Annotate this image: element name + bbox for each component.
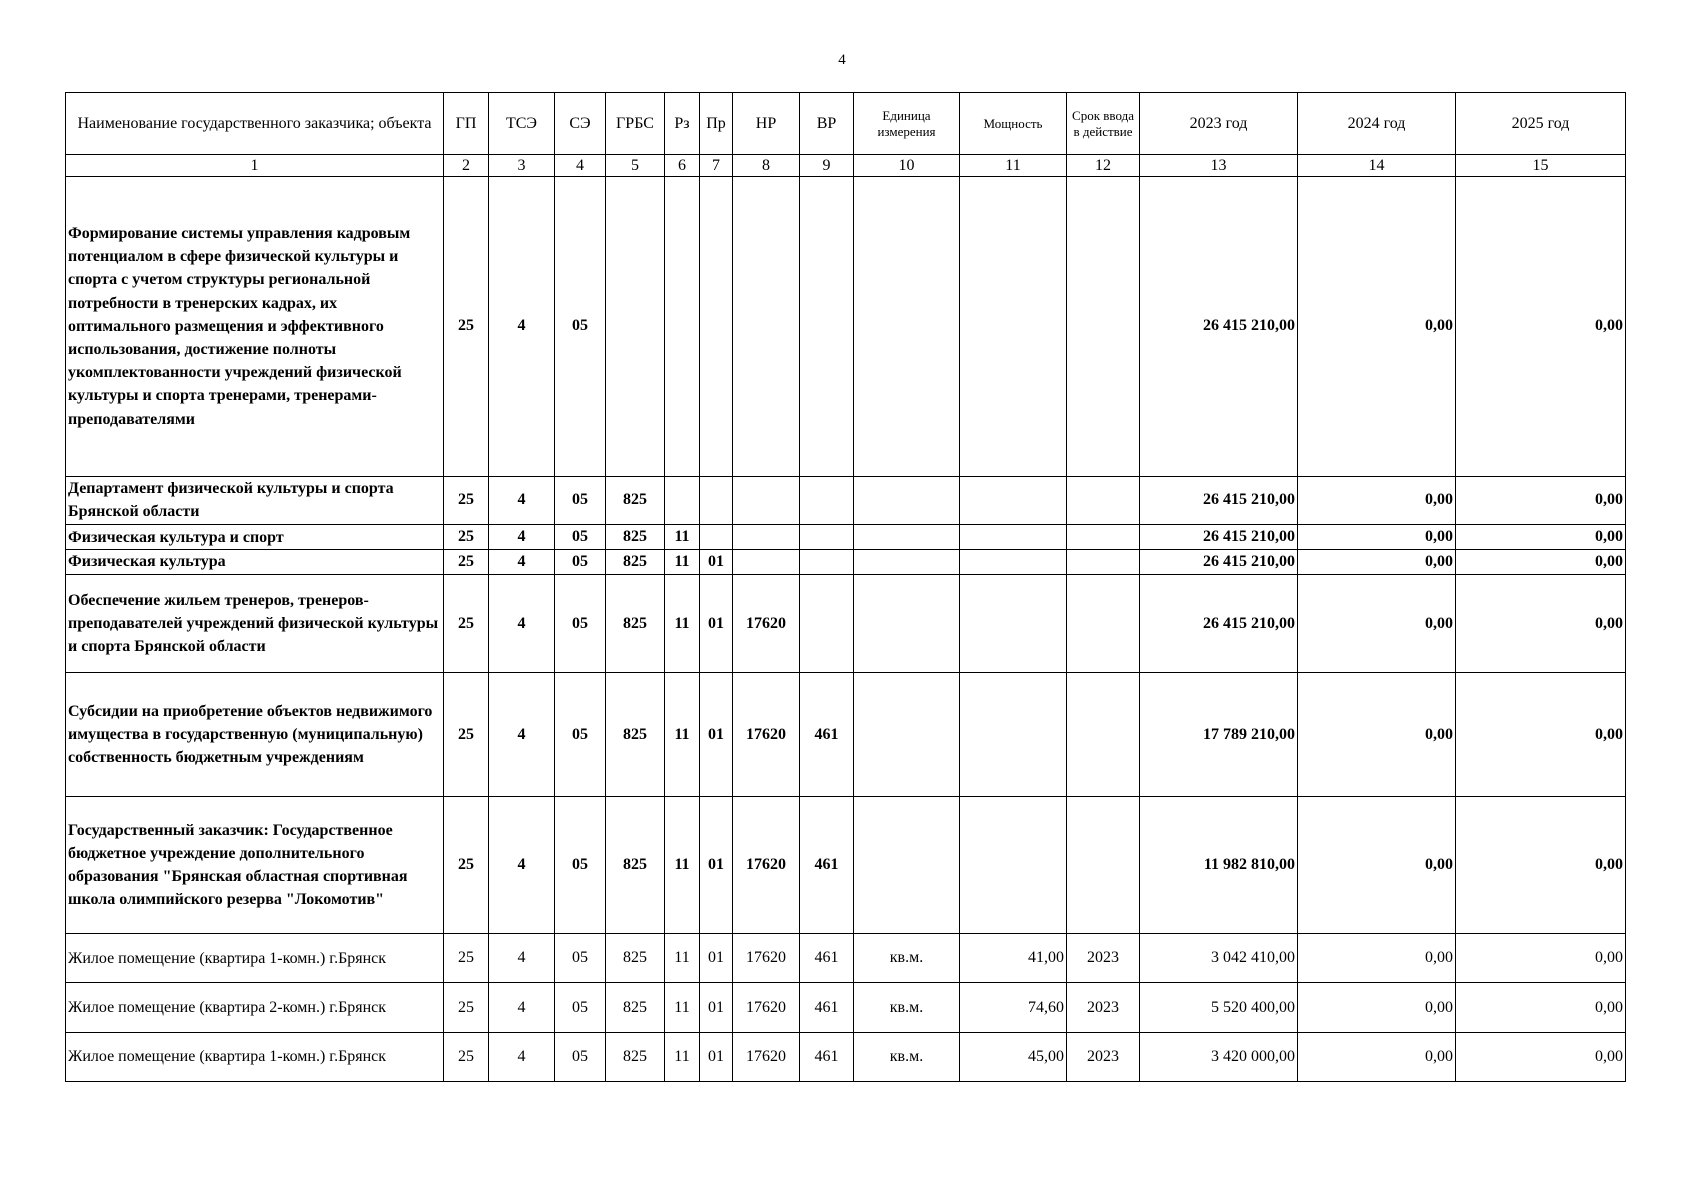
- cell-pr: 01: [700, 934, 733, 983]
- cell-2023: 26 415 210,00: [1140, 177, 1298, 477]
- col-header-pr: Пр: [700, 93, 733, 155]
- cell-deadline: 2023: [1067, 1032, 1140, 1081]
- cell-2023: 17 789 210,00: [1140, 673, 1298, 796]
- cell-se: 05: [555, 673, 606, 796]
- cell-2025: 0,00: [1456, 983, 1626, 1032]
- cell-grbs: 825: [606, 796, 665, 934]
- col-header-tse: ТСЭ: [489, 93, 555, 155]
- cell-rz: 11: [665, 934, 700, 983]
- cell-2023: 5 520 400,00: [1140, 983, 1298, 1032]
- cell-name: Формирование системы управления кадровым потенциалом в сфере физической культуры и спорта с учетом структуры региональной потребности в тренерских кадрах, их оптимального размещения и эффективного использования, достижение полноты укомплектованности учреждений физической культуры и спорта тренерами, тренерами-преподавателями: [66, 177, 444, 477]
- cell-gp: 25: [444, 550, 489, 575]
- cell-2023: 3 042 410,00: [1140, 934, 1298, 983]
- cell-2025: 0,00: [1456, 525, 1626, 550]
- cell-gp: 25: [444, 983, 489, 1032]
- column-number: 4: [555, 155, 606, 177]
- cell-deadline: [1067, 476, 1140, 525]
- cell-2024: 0,00: [1298, 177, 1456, 477]
- col-header-gp: ГП: [444, 93, 489, 155]
- col-header-unit: Единица измерения: [854, 93, 960, 155]
- cell-se: 05: [555, 525, 606, 550]
- cell-tse: 4: [489, 550, 555, 575]
- cell-nr: 17620: [733, 796, 800, 934]
- cell-2024: 0,00: [1298, 550, 1456, 575]
- cell-unit: кв.м.: [854, 934, 960, 983]
- cell-2024: 0,00: [1298, 476, 1456, 525]
- cell-2023: 26 415 210,00: [1140, 476, 1298, 525]
- cell-2025: 0,00: [1456, 1032, 1626, 1081]
- cell-rz: 11: [665, 550, 700, 575]
- cell-pr: 01: [700, 550, 733, 575]
- cell-power: [960, 796, 1067, 934]
- cell-power: [960, 177, 1067, 477]
- cell-2024: 0,00: [1298, 1032, 1456, 1081]
- cell-se: 05: [555, 177, 606, 477]
- cell-2025: 0,00: [1456, 574, 1626, 673]
- cell-se: 05: [555, 796, 606, 934]
- cell-grbs: 825: [606, 934, 665, 983]
- cell-name: Жилое помещение (квартира 1-комн.) г.Брянск: [66, 934, 444, 983]
- cell-se: 05: [555, 574, 606, 673]
- column-number: 14: [1298, 155, 1456, 177]
- cell-pr: 01: [700, 574, 733, 673]
- column-number: 9: [800, 155, 854, 177]
- cell-vr: [800, 476, 854, 525]
- cell-rz: 11: [665, 673, 700, 796]
- cell-power: [960, 476, 1067, 525]
- cell-name: Физическая культура и спорт: [66, 525, 444, 550]
- cell-unit: [854, 177, 960, 477]
- cell-gp: 25: [444, 796, 489, 934]
- cell-rz: 11: [665, 1032, 700, 1081]
- cell-power: [960, 673, 1067, 796]
- cell-deadline: [1067, 525, 1140, 550]
- cell-rz: 11: [665, 525, 700, 550]
- cell-vr: 461: [800, 796, 854, 934]
- cell-vr: 461: [800, 1032, 854, 1081]
- cell-pr: [700, 525, 733, 550]
- cell-power: [960, 525, 1067, 550]
- cell-2024: 0,00: [1298, 574, 1456, 673]
- cell-deadline: [1067, 550, 1140, 575]
- cell-vr: [800, 550, 854, 575]
- cell-rz: 11: [665, 983, 700, 1032]
- col-header-grbs: ГРБС: [606, 93, 665, 155]
- cell-nr: [733, 476, 800, 525]
- column-number: 10: [854, 155, 960, 177]
- cell-deadline: [1067, 673, 1140, 796]
- table-row: [66, 550, 1626, 575]
- cell-gp: 25: [444, 1032, 489, 1081]
- cell-2024: 0,00: [1298, 796, 1456, 934]
- page-number: 4: [838, 52, 846, 68]
- cell-vr: 461: [800, 673, 854, 796]
- cell-tse: 4: [489, 796, 555, 934]
- cell-tse: 4: [489, 525, 555, 550]
- col-header-name: Наименование государственного заказчика; объекта: [66, 93, 444, 155]
- cell-gp: 25: [444, 476, 489, 525]
- cell-tse: 4: [489, 1032, 555, 1081]
- table-row: [66, 796, 1626, 934]
- cell-deadline: [1067, 177, 1140, 477]
- column-number-row: [66, 155, 1626, 177]
- cell-name: Физическая культура: [66, 550, 444, 575]
- col-header-2024: 2024 год: [1298, 93, 1456, 155]
- cell-power: 45,00: [960, 1032, 1067, 1081]
- cell-grbs: 825: [606, 476, 665, 525]
- column-number: 13: [1140, 155, 1298, 177]
- table-row: [66, 673, 1626, 796]
- cell-pr: 01: [700, 796, 733, 934]
- cell-deadline: 2023: [1067, 983, 1140, 1032]
- cell-nr: [733, 177, 800, 477]
- cell-rz: 11: [665, 796, 700, 934]
- cell-tse: 4: [489, 673, 555, 796]
- cell-2024: 0,00: [1298, 934, 1456, 983]
- column-number: 8: [733, 155, 800, 177]
- cell-2024: 0,00: [1298, 673, 1456, 796]
- cell-name: Департамент физической культуры и спорта Брянской области: [66, 476, 444, 525]
- cell-2025: 0,00: [1456, 177, 1626, 477]
- cell-unit: [854, 525, 960, 550]
- cell-2024: 0,00: [1298, 525, 1456, 550]
- cell-grbs: 825: [606, 574, 665, 673]
- cell-nr: [733, 550, 800, 575]
- col-header-power: Мощность: [960, 93, 1067, 155]
- cell-unit: кв.м.: [854, 983, 960, 1032]
- col-header-nr: НР: [733, 93, 800, 155]
- cell-vr: [800, 525, 854, 550]
- cell-unit: [854, 796, 960, 934]
- column-number: 6: [665, 155, 700, 177]
- cell-2023: 26 415 210,00: [1140, 525, 1298, 550]
- cell-2023: 11 982 810,00: [1140, 796, 1298, 934]
- cell-unit: [854, 574, 960, 673]
- cell-pr: [700, 476, 733, 525]
- cell-unit: [854, 550, 960, 575]
- cell-tse: 4: [489, 983, 555, 1032]
- cell-vr: 461: [800, 983, 854, 1032]
- cell-deadline: [1067, 574, 1140, 673]
- cell-name: Субсидии на приобретение объектов недвижимого имущества в государственную (муниципальную) собственность бюджетным учреждениям: [66, 673, 444, 796]
- cell-name: Обеспечение жильем тренеров, тренеров-преподавателей учреждений физической культуры и спорта Брянской области: [66, 574, 444, 673]
- col-header-2025: 2025 год: [1456, 93, 1626, 155]
- cell-rz: [665, 476, 700, 525]
- table-row: [66, 177, 1626, 477]
- cell-grbs: 825: [606, 673, 665, 796]
- table-row: [66, 476, 1626, 525]
- cell-2025: 0,00: [1456, 796, 1626, 934]
- cell-power: 74,60: [960, 983, 1067, 1032]
- cell-rz: 11: [665, 574, 700, 673]
- column-number: 1: [66, 155, 444, 177]
- cell-nr: 17620: [733, 983, 800, 1032]
- cell-nr: 17620: [733, 673, 800, 796]
- cell-2023: 26 415 210,00: [1140, 574, 1298, 673]
- cell-grbs: 825: [606, 525, 665, 550]
- cell-nr: 17620: [733, 574, 800, 673]
- cell-tse: 4: [489, 574, 555, 673]
- cell-nr: 17620: [733, 934, 800, 983]
- cell-2025: 0,00: [1456, 550, 1626, 575]
- cell-tse: 4: [489, 934, 555, 983]
- cell-se: 05: [555, 983, 606, 1032]
- cell-se: 05: [555, 934, 606, 983]
- cell-unit: кв.м.: [854, 1032, 960, 1081]
- header-row: [66, 93, 1626, 155]
- col-header-2023: 2023 год: [1140, 93, 1298, 155]
- cell-power: 41,00: [960, 934, 1067, 983]
- cell-vr: [800, 177, 854, 477]
- table-row: [66, 983, 1626, 1032]
- col-header-rz: Рз: [665, 93, 700, 155]
- cell-vr: 461: [800, 934, 854, 983]
- cell-power: [960, 550, 1067, 575]
- cell-tse: 4: [489, 476, 555, 525]
- col-header-deadline: Срок ввода в действие: [1067, 93, 1140, 155]
- cell-2025: 0,00: [1456, 673, 1626, 796]
- table-row: [66, 1032, 1626, 1081]
- cell-unit: [854, 673, 960, 796]
- cell-unit: [854, 476, 960, 525]
- cell-grbs: 825: [606, 550, 665, 575]
- cell-tse: 4: [489, 177, 555, 477]
- cell-name: Жилое помещение (квартира 2-комн.) г.Брянск: [66, 983, 444, 1032]
- cell-se: 05: [555, 1032, 606, 1081]
- cell-2023: 3 420 000,00: [1140, 1032, 1298, 1081]
- cell-pr: 01: [700, 673, 733, 796]
- col-header-se: СЭ: [555, 93, 606, 155]
- cell-pr: [700, 177, 733, 477]
- column-number: 12: [1067, 155, 1140, 177]
- column-number: 3: [489, 155, 555, 177]
- cell-gp: 25: [444, 177, 489, 477]
- cell-name: Государственный заказчик: Государственное бюджетное учреждение дополнительного образования "Брянская областная спортивная школа олимпийского резерва "Локомотив": [66, 796, 444, 934]
- cell-nr: [733, 525, 800, 550]
- cell-gp: 25: [444, 673, 489, 796]
- cell-2024: 0,00: [1298, 983, 1456, 1032]
- cell-pr: 01: [700, 983, 733, 1032]
- budget-table: [65, 92, 1626, 1082]
- table-row: [66, 934, 1626, 983]
- cell-gp: 25: [444, 525, 489, 550]
- column-number: 15: [1456, 155, 1626, 177]
- cell-se: 05: [555, 550, 606, 575]
- column-number: 2: [444, 155, 489, 177]
- cell-deadline: 2023: [1067, 934, 1140, 983]
- cell-nr: 17620: [733, 1032, 800, 1081]
- cell-se: 05: [555, 476, 606, 525]
- cell-grbs: 825: [606, 1032, 665, 1081]
- column-number: 11: [960, 155, 1067, 177]
- cell-2025: 0,00: [1456, 476, 1626, 525]
- cell-deadline: [1067, 796, 1140, 934]
- column-number: 7: [700, 155, 733, 177]
- cell-2025: 0,00: [1456, 934, 1626, 983]
- table-row: [66, 574, 1626, 673]
- cell-gp: 25: [444, 574, 489, 673]
- cell-pr: 01: [700, 1032, 733, 1081]
- cell-2023: 26 415 210,00: [1140, 550, 1298, 575]
- cell-rz: [665, 177, 700, 477]
- cell-power: [960, 574, 1067, 673]
- column-number: 5: [606, 155, 665, 177]
- cell-vr: [800, 574, 854, 673]
- col-header-vr: ВР: [800, 93, 854, 155]
- cell-gp: 25: [444, 934, 489, 983]
- cell-name: Жилое помещение (квартира 1-комн.) г.Брянск: [66, 1032, 444, 1081]
- cell-grbs: 825: [606, 983, 665, 1032]
- cell-grbs: [606, 177, 665, 477]
- table-row: [66, 525, 1626, 550]
